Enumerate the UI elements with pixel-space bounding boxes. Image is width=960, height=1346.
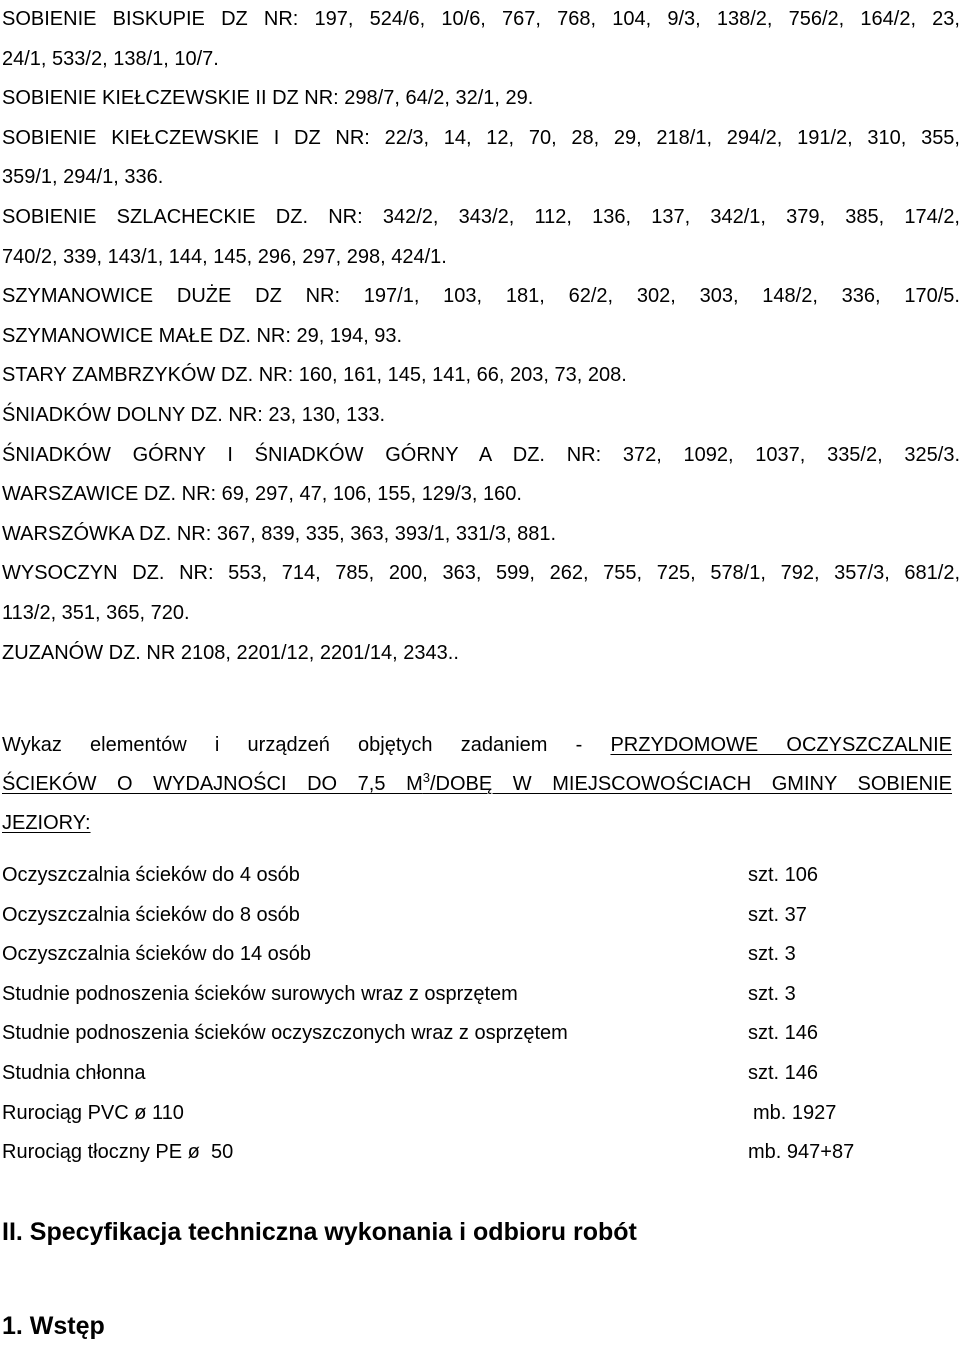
element-quantity: szt. 37 — [748, 903, 807, 926]
subsection-heading: 1. Wstęp — [2, 1312, 105, 1340]
element-quantity: szt. 146 — [748, 1061, 819, 1084]
element-quantity: szt. 3 — [748, 943, 796, 966]
parcel-line: 359/1, 294/1, 336. — [2, 166, 164, 189]
element-quantity: szt. 146 — [748, 1022, 819, 1045]
intro-line-1 — [2, 726, 952, 765]
parcel-line: WARSZAWICE DZ. NR: 69, 297, 47, 106, 155, 129/3, 160. — [2, 483, 522, 506]
parcel-line: SOBIENIE KIEŁCZEWSKIE I DZ NR: 22/3, 14, 12, 70, 28, 29, 218/1, 294/2, 191/2, 310, 355, — [2, 126, 960, 149]
intro-line-3: JEZIORY: — [2, 812, 91, 834]
scope-intro — [2, 726, 952, 849]
element-name: Rurociąg tłoczny PE ø 50 — [2, 1141, 234, 1164]
parcel-line: ŚNIADKÓW GÓRNY I ŚNIADKÓW GÓRNY A DZ. NR: 372, 1092, 1037, 335/2, 325/3. — [2, 443, 960, 466]
elements-list — [2, 856, 902, 1173]
element-quantity: mb. 1927 — [753, 1101, 837, 1124]
parcel-line: 740/2, 339, 143/1, 144, 145, 296, 297, 298, 424/1. — [2, 245, 447, 268]
intro-line-2 — [2, 765, 952, 804]
parcel-line: SOBIENIE SZLACHECKIE DZ. NR: 342/2, 343/2, 112, 136, 137, 342/1, 379, 385, 174/2, — [2, 205, 960, 228]
element-row — [2, 1014, 902, 1054]
parcel-line: SZYMANOWICE MAŁE DZ. NR: 29, 194, 93. — [2, 324, 403, 347]
parcel-line: STARY ZAMBRZYKÓW DZ. NR: 160, 161, 145, 141, 66, 203, 73, 208. — [2, 364, 627, 387]
element-row — [2, 1094, 902, 1134]
parcel-line: ŚNIADKÓW DOLNY DZ. NR: 23, 130, 133. — [2, 403, 386, 426]
section-heading: II. Specyfikacja techniczna wykonania i odbioru robót — [2, 1218, 637, 1246]
parcel-line: SZYMANOWICE DUŻE DZ NR: 197/1, 103, 181, 62/2, 302, 303, 148/2, 336, 170/5. — [2, 285, 960, 308]
element-quantity: szt. 106 — [748, 864, 819, 886]
element-row — [2, 975, 902, 1015]
intro-plain-text: Wykaz elementów i urządzeń objętych zadaniem - — [2, 734, 611, 756]
intro-underlined-text: PRZYDOMOWE OCZYSZCZALNIE — [610, 734, 952, 756]
element-row — [2, 896, 902, 936]
parcel-line: SOBIENIE KIEŁCZEWSKIE II DZ NR: 298/7, 64/2, 32/1, 29. — [2, 87, 534, 110]
parcel-line: 24/1, 533/2, 138/1, 10/7. — [2, 47, 219, 70]
element-row — [2, 1133, 902, 1173]
element-quantity: mb. 947+87 — [748, 1141, 855, 1164]
parcel-line: WARSZÓWKA DZ. NR: 367, 839, 335, 363, 393/1, 331/3, 881. — [2, 522, 556, 545]
element-name: Studnie podnoszenia ścieków oczyszczonych wraz z osprzętem — [2, 1022, 568, 1045]
parcel-line: ZUZANÓW DZ. NR 2108, 2201/12, 2201/14, 2343.. — [2, 641, 459, 664]
intro-line-2-pre: ŚCIEKÓW O WYDAJNOŚCI DO 7,5 M — [2, 773, 423, 795]
element-row — [2, 935, 902, 975]
element-name: Oczyszczalnia ścieków do 4 osób — [2, 864, 300, 886]
parcel-list — [2, 0, 960, 673]
intro-line-2-post: /DOBĘ W MIEJSCOWOŚCIACH GMINY SOBIENIE — [429, 773, 952, 795]
parcel-line: 113/2, 351, 365, 720. — [2, 601, 190, 624]
superscript-three: 3 — [422, 770, 430, 785]
element-name: Oczyszczalnia ścieków do 14 osób — [2, 943, 312, 966]
element-name: Rurociąg PVC ø 110 — [2, 1101, 184, 1124]
element-name: Oczyszczalnia ścieków do 8 osób — [2, 903, 300, 926]
element-row — [2, 856, 902, 896]
element-row — [2, 1054, 902, 1094]
parcel-line: WYSOCZYN DZ. NR: 553, 714, 785, 200, 363, 599, 262, 755, 725, 578/1, 792, 357/3, 681/2, — [2, 562, 960, 585]
parcel-line: SOBIENIE BISKUPIE DZ NR: 197, 524/6, 10/6, 767, 768, 104, 9/3, 138/2, 756/2, 164/2, 23, — [2, 8, 960, 30]
element-name: Studnie podnoszenia ścieków surowych wraz z osprzętem — [2, 982, 518, 1005]
element-quantity: szt. 3 — [748, 982, 796, 1005]
element-name: Studnia chłonna — [2, 1061, 146, 1084]
